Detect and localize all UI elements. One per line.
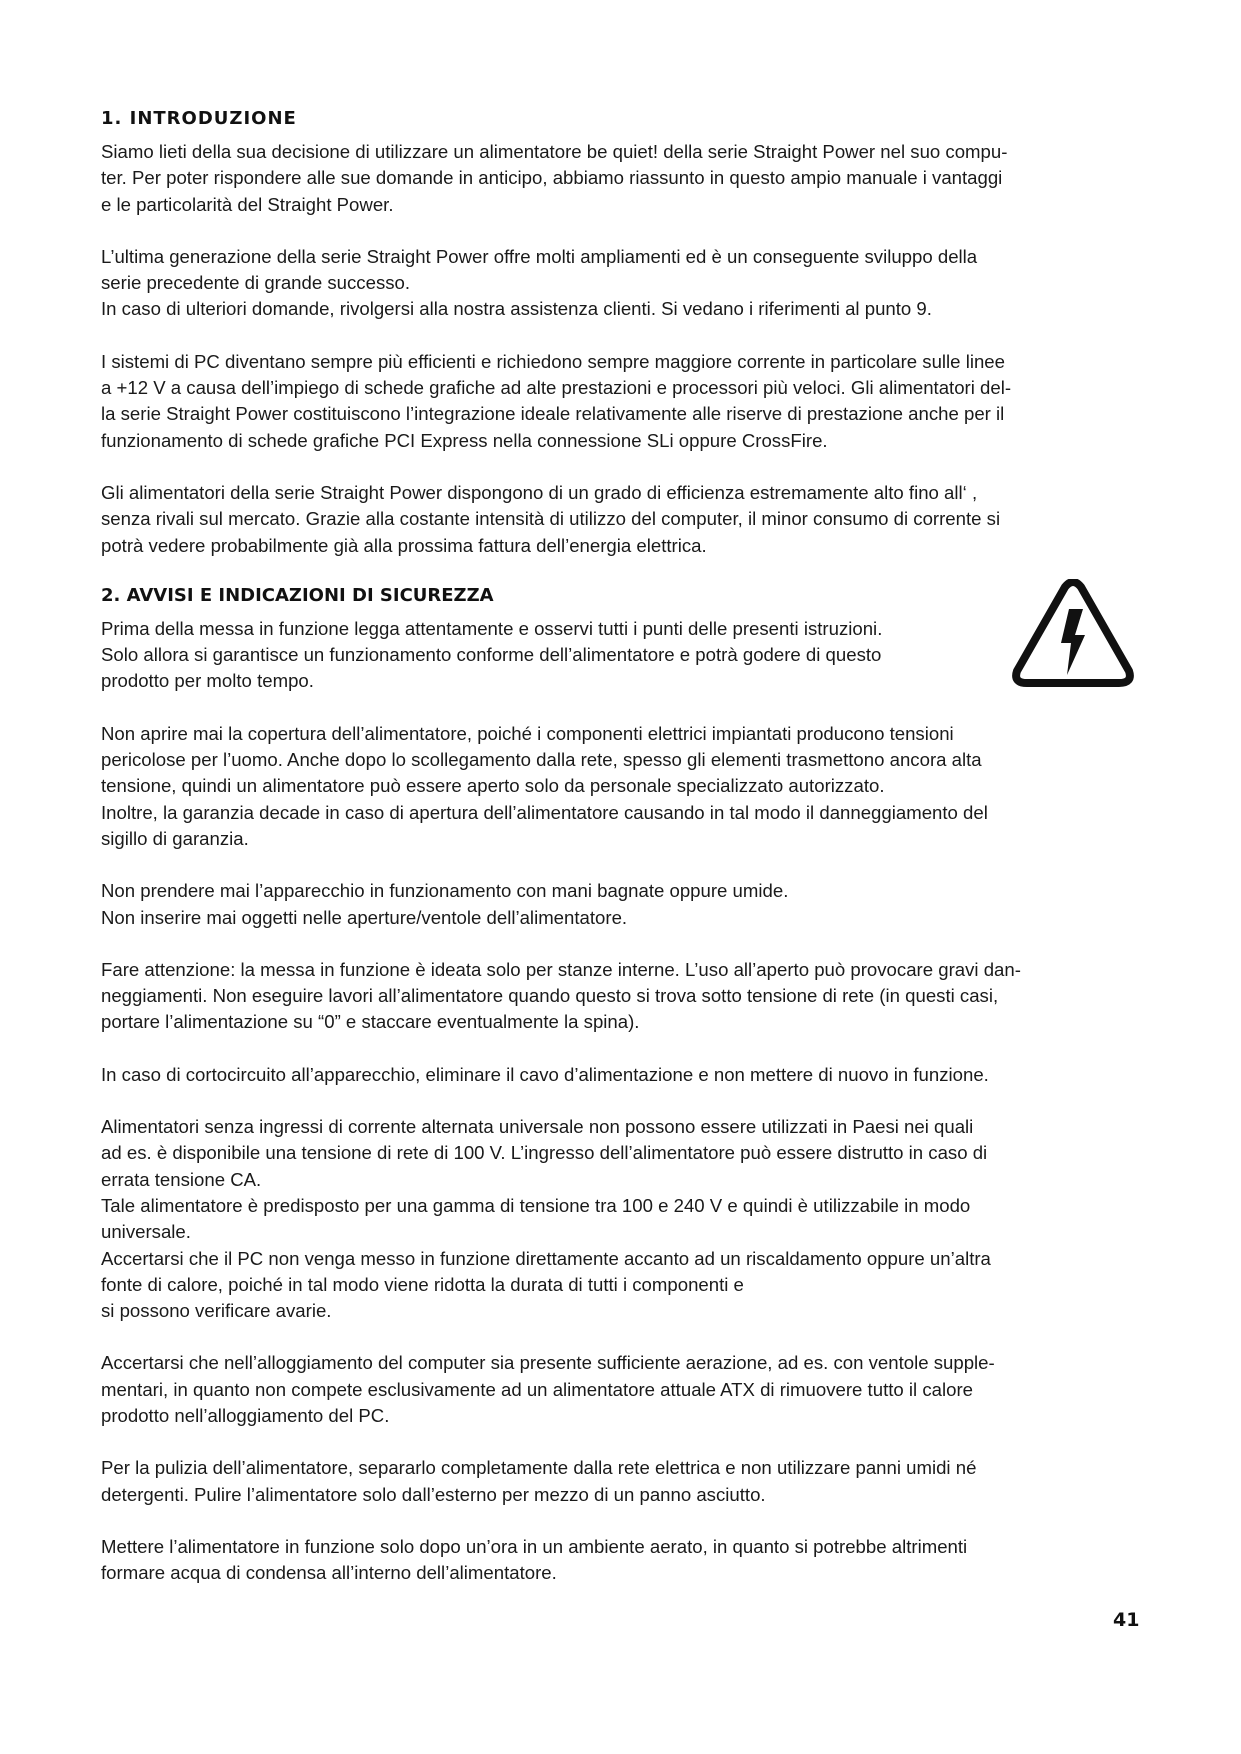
page-number: 41 [1113, 1609, 1140, 1631]
safety-paragraph-9: Mettere l’alimentatore in funzione solo dopo un’ora in un ambiente aerato, in quanto si potrebbe altrimenti formare acqua di condensa all’interno dell’alimentatore. [101, 1535, 968, 1584]
intro-paragraph-3: I sistemi di PC diventano sempre più efficienti e richiedono sempre maggiore corrente in particolare sulle linee a +12 V a causa dell’impiego di schede grafiche ad alte prestazioni e processori più veloci. Gli alimentatori del- la serie Straight Power costituiscono l’integrazione ideale relativamente alle riserve di prestazione anche per il funzionamento di schede grafiche PCI Express nella connessione SLi oppure CrossFire. [101, 350, 1012, 451]
safety-paragraph-8: Per la pulizia dell’alimentatore, separarlo completamente dalla rete elettrica e non utilizzare panni umidi né detergenti. Pulire l’alimentatore solo dall’esterno per mezzo di un panno asciutto. [101, 1457, 977, 1505]
high-voltage-warning-icon [1011, 579, 1135, 689]
safety-paragraph-1: Prima della messa in funzione legga attentamente e osservi tutti i punti delle presenti istruzioni. Solo allora si garantisce un funzionamento conforme dell’alimentatore e potrà godere di questo prodotto per molto tempo. [101, 617, 883, 692]
intro-paragraph-4: Gli alimentatori della serie Straight Power dispongono di un grado di efficienza estremamente alto fino all‘ , senza rivali sul mercato. Grazie alla costante intensità di utilizzo del computer, il minor consumo di corrente si potrà vedere probabilmente già alla prossima fattura dell’energia elettrica. [101, 481, 1001, 556]
safety-paragraph-3: Non prendere mai l’apparecchio in funzionamento con mani bagnate oppure umide. Non inserire mai oggetti nelle aperture/ventole dell’alimentatore. [101, 880, 789, 928]
safety-paragraph-5: In caso di cortocircuito all’apparecchio, eliminare il cavo d’alimentazione e non mettere di nuovo in funzione. [101, 1063, 989, 1085]
safety-paragraph-2: Non aprire mai la copertura dell’alimentatore, poiché i componenti elettrici impiantati producono tensioni pericolose per l’uomo. Anche dopo lo scollegamento dalla rete, spesso gli elementi trasmettono ancora alta tensione, quindi un alimentatore può essere aperto solo da personale specializzato autorizzato. Inoltre, la garanzia decade in caso di apertura dell’alimentatore causando in tal modo il danneggiamento del sigillo di garanzia. [101, 722, 988, 849]
safety-section [101, 585, 1141, 1587]
page-content [101, 108, 1141, 1612]
safety-paragraph-4: Fare attenzione: la messa in funzione è ideata solo per stanze interne. L’uso all’aperto può provocare gravi dan- neggiamenti. Non eseguire lavori all’alimentatore quando questo si trova sotto tensione di rete (in questi casi, portare l’alimentazione su “0” e staccare eventualmente la spina). [101, 958, 1021, 1033]
intro-paragraph-2: L’ultima generazione della serie Straight Power offre molti ampliamenti ed è un conseguente sviluppo della serie precedente di grande successo. In caso di ulteriori domande, rivolgersi alla nostra assistenza clienti. Si vedano i riferimenti al punto 9. [101, 245, 978, 320]
safety-paragraph-6: Alimentatori senza ingressi di corrente alternata universale non possono essere utilizzati in Paesi nei quali ad es. è disponibile una tensione di rete di 100 V. L’ingresso dell’alimentatore può essere distrutto in caso di errata tensione CA. Tale alimentatore è predisposto per una gamma di tensione tra 100 e 240 V e quindi è utilizzabile in modo universale. Accertarsi che il PC non venga messo in funzione direttamente accanto ad un riscaldamento oppure un’altra fonte di calore, poiché in tal modo viene ridotta la durata di tutti i componenti e si possono verificare avarie. [101, 1116, 991, 1322]
section-2-heading: 2. AVVISI E INDICAZIONI DI SICUREZZA [101, 584, 494, 606]
section-1-heading: 1. INTRODUZIONE [101, 108, 297, 129]
intro-paragraph-1: Siamo lieti della sua decisione di utilizzare un alimentatore be quiet! della serie Straight Power nel suo compu- ter. Per poter rispondere alle sue domande in anticipo, abbiamo riassunto in questo ampio manuale i vantaggi e le particolarità del Straight Power. [101, 141, 1008, 215]
safety-paragraph-7: Accertarsi che nell’alloggiamento del computer sia presente sufficiente aerazione, ad es. con ventole supple- mentari, in quanto non compete esclusivamente ad un alimentatore attuale ATX di rimuovere tutto il calore prodotto nell’alloggiamento del PC. [101, 1352, 995, 1426]
